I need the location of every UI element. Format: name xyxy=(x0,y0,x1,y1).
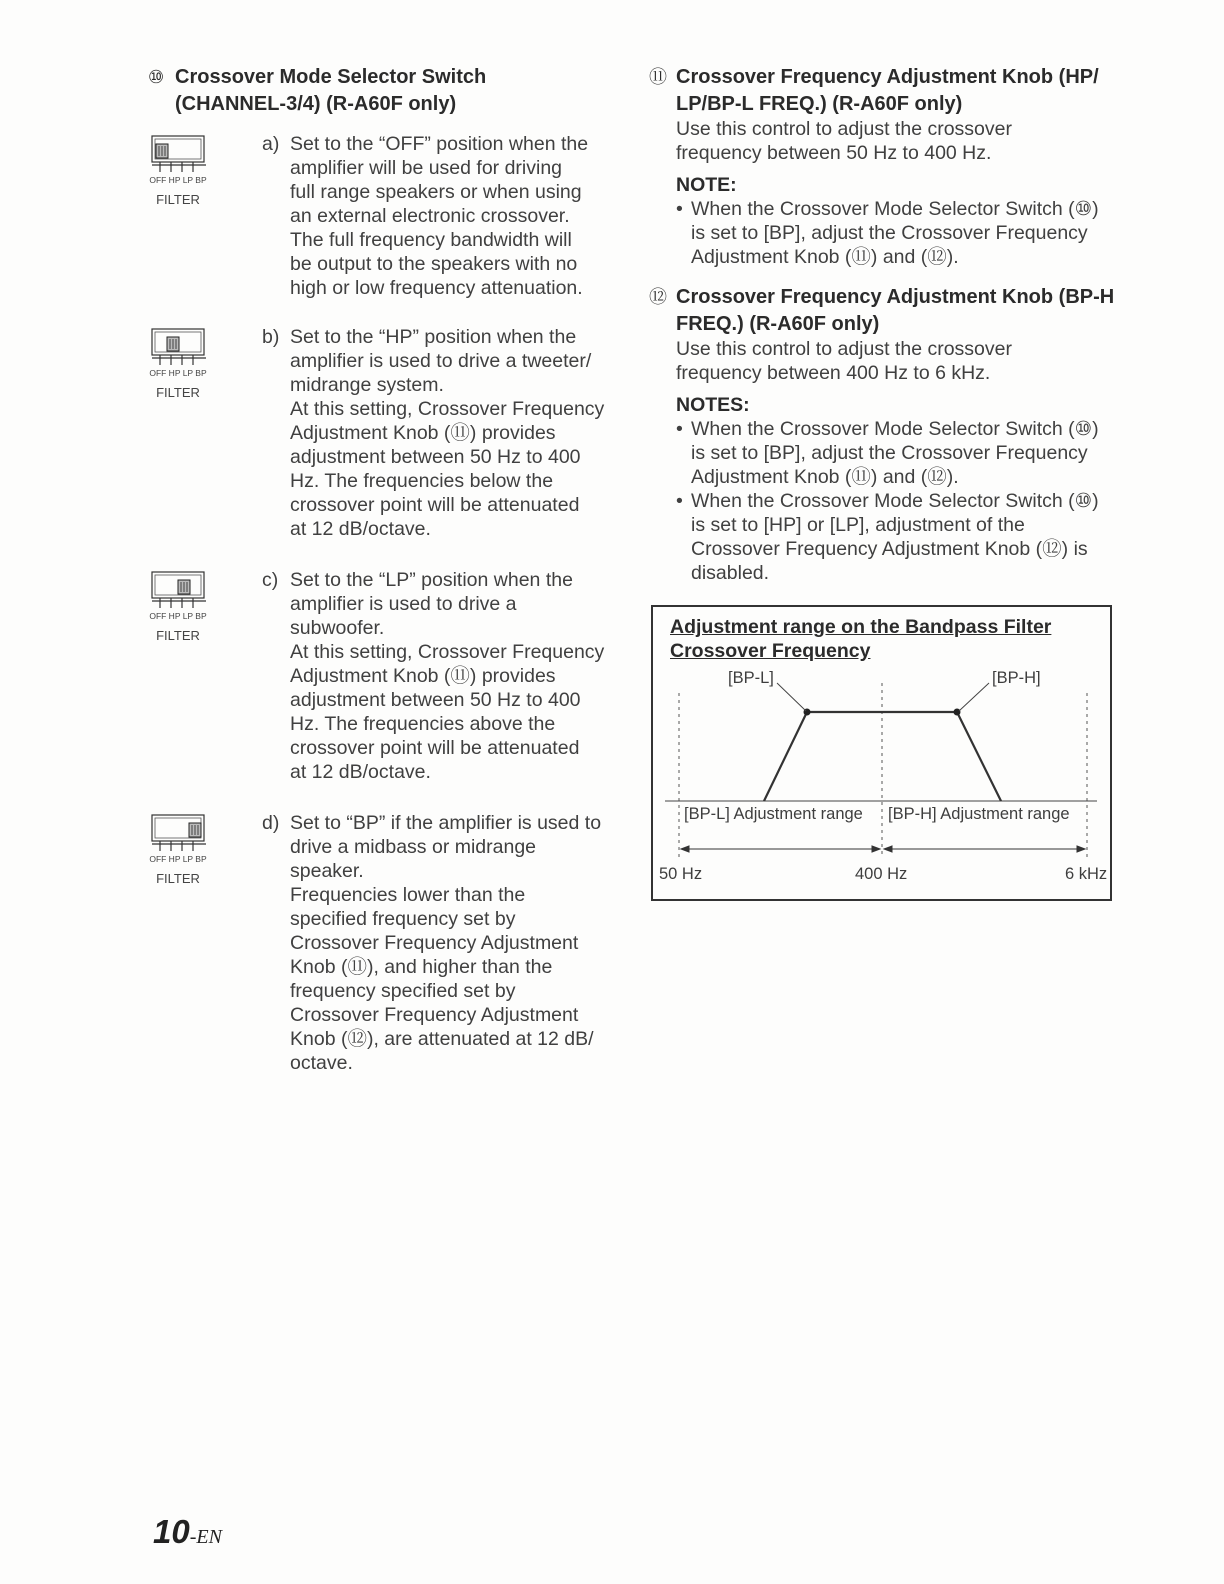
diagram-title-line-1: Adjustment range on the Bandpass Filter xyxy=(670,616,1052,638)
item-a-line: high or low frequency attenuation. xyxy=(290,277,583,299)
item-b-line: adjustment between 50 Hz to 400 xyxy=(290,446,581,468)
switch-figure-hp xyxy=(142,325,214,400)
item-b-line: Adjustment Knob (⑪) provides xyxy=(290,422,556,444)
bullet-dot: • xyxy=(676,418,683,440)
section-12-notes-title: NOTES: xyxy=(676,394,750,416)
item-c-letter: c) xyxy=(262,569,279,591)
item-c-line: Adjustment Knob (⑪) provides xyxy=(290,665,556,687)
item-d-line: Crossover Frequency Adjustment xyxy=(290,932,579,954)
filter-switch-icon xyxy=(142,325,214,381)
item-c-text xyxy=(290,568,604,784)
bp-l-label: [BP-L] xyxy=(728,669,774,687)
item-c-line: Hz. The frequencies above the xyxy=(290,713,556,735)
item-c-line: adjustment between 50 Hz to 400 xyxy=(290,689,581,711)
filter-label: FILTER xyxy=(156,871,200,886)
item-a-text xyxy=(290,132,588,300)
freq-400hz-label: 400 Hz xyxy=(855,865,908,883)
freq-6khz-label: 6 kHz xyxy=(1065,865,1108,883)
item-b-line: at 12 dB/octave. xyxy=(290,518,431,540)
item-b-line: Set to the “HP” position when the xyxy=(290,326,577,348)
item-b-line: At this setting, Crossover Frequency xyxy=(290,398,605,420)
section-11-note-title: NOTE: xyxy=(676,174,737,196)
section-12-bullet-1 xyxy=(676,417,1099,489)
page-number xyxy=(153,1513,222,1551)
filter-switch-icon xyxy=(142,132,214,188)
bp-l-range-arrow-left xyxy=(681,846,689,852)
section-11-title-line-2: LP/BP-L FREQ.) (R-A60F only) xyxy=(676,93,963,115)
item-b-line: crossover point will be attenuated xyxy=(290,494,580,516)
section-11-number: ⑪ xyxy=(649,67,667,87)
section-11-body-line: Use this control to adjust the crossover xyxy=(676,118,1012,140)
section-12-title-line-2: FREQ.) (R-A60F only) xyxy=(676,313,880,335)
item-d-line: Set to “BP” if the amplifier is used to xyxy=(290,812,602,834)
item-a-line: The full frequency bandwidth will xyxy=(290,229,572,251)
bullet-line: When the Crossover Mode Selector Switch (⑩) xyxy=(691,490,1099,512)
item-a-line: Set to the “OFF” position when the xyxy=(290,133,589,155)
item-d-line: Knob (⑫), are attenuated at 12 dB/ xyxy=(290,1028,594,1050)
section-11-body xyxy=(676,117,1012,165)
section-10-number: ⑩ xyxy=(148,67,165,87)
item-d-line: drive a midbass or midrange xyxy=(290,836,537,858)
filter-label: FILTER xyxy=(156,628,200,643)
item-d-line: frequency specified set by xyxy=(290,980,516,1002)
bp-h-pointer xyxy=(959,683,989,711)
section-10-title-line-1: Crossover Mode Selector Switch xyxy=(175,66,487,88)
filter-label: FILTER xyxy=(156,192,200,207)
bullet-line: When the Crossover Mode Selector Switch (⑩) xyxy=(691,418,1099,440)
filter-switch-icon xyxy=(142,811,214,867)
item-d-line: Crossover Frequency Adjustment xyxy=(290,1004,579,1026)
bp-l-range-label: [BP-L] Adjustment range xyxy=(684,805,863,823)
section-12-body-line: Use this control to adjust the crossover xyxy=(676,338,1012,360)
switch-figure-lp xyxy=(142,568,214,643)
section-12-body xyxy=(676,337,1012,385)
bp-l-pointer xyxy=(777,683,806,711)
item-b-line: Hz. The frequencies below the xyxy=(290,470,554,492)
bp-l-range-arrow-right xyxy=(872,846,880,852)
diagram-title-line-2: Crossover Frequency xyxy=(670,640,871,662)
item-d-line: specified frequency set by xyxy=(290,908,516,930)
item-a-line: be output to the speakers with no xyxy=(290,253,578,275)
switch-positions-label: OFF HP LP BP xyxy=(149,368,207,378)
item-d-text xyxy=(290,811,601,1075)
filter-label: FILTER xyxy=(156,385,200,400)
section-10-title-line-2: (CHANNEL-3/4) (R-A60F only) xyxy=(175,93,457,115)
item-b-letter: b) xyxy=(262,326,280,348)
item-d-line: Knob (⑪), and higher than the xyxy=(290,956,553,978)
switch-positions-label: OFF HP LP BP xyxy=(149,611,207,621)
bp-h-range-label: [BP-H] Adjustment range xyxy=(888,805,1070,823)
item-c-line: at 12 dB/octave. xyxy=(290,761,431,783)
freq-50hz-label: 50 Hz xyxy=(659,865,703,883)
item-b-line: amplifier is used to drive a tweeter/ xyxy=(290,350,592,372)
page-number-value: 10 xyxy=(153,1513,190,1550)
item-c-line: At this setting, Crossover Frequency xyxy=(290,641,605,663)
item-c-line: crossover point will be attenuated xyxy=(290,737,580,759)
item-a-letter: a) xyxy=(262,133,280,155)
section-12-body-line: frequency between 400 Hz to 6 kHz. xyxy=(676,362,991,384)
section-11-heading xyxy=(649,64,1099,118)
item-c-line: subwoofer. xyxy=(290,617,385,639)
item-b-text xyxy=(290,325,604,541)
item-d-line: speaker. xyxy=(290,860,364,882)
bandpass-diagram-graphic xyxy=(653,607,1110,899)
switch-positions-label: OFF HP LP BP xyxy=(149,854,207,864)
section-11-body-line: frequency between 50 Hz to 400 Hz. xyxy=(676,142,992,164)
page-number-suffix: -EN xyxy=(189,1526,222,1548)
bp-h-range-arrow-right xyxy=(1077,846,1085,852)
item-c-line: amplifier is used to drive a xyxy=(290,593,517,615)
bp-h-corner-point xyxy=(954,709,961,716)
switch-positions-label: OFF HP LP BP xyxy=(149,175,207,185)
bp-h-label: [BP-H] xyxy=(992,669,1041,687)
bp-h-range-arrow-left xyxy=(884,846,892,852)
bullet-line: is set to [HP] or [LP], adjustment of the xyxy=(691,514,1025,536)
section-12-bullet-2 xyxy=(676,489,1099,585)
item-a-line: full range speakers or when using xyxy=(290,181,582,203)
bullet-line: Crossover Frequency Adjustment Knob (⑫) is xyxy=(691,538,1088,560)
bullet-dot: • xyxy=(676,198,683,220)
item-b-line: midrange system. xyxy=(290,374,444,396)
bullet-line: is set to [BP], adjust the Crossover Frequency xyxy=(691,222,1088,244)
bullet-line: Adjustment Knob (⑪) and (⑫). xyxy=(691,466,959,488)
item-d-line: octave. xyxy=(290,1052,353,1074)
item-c-line: Set to the “LP” position when the xyxy=(290,569,573,591)
bullet-line: is set to [BP], adjust the Crossover Frequency xyxy=(691,442,1088,464)
bullet-line: disabled. xyxy=(691,562,770,584)
section-10-heading xyxy=(148,64,487,118)
item-d-letter: d) xyxy=(262,812,280,834)
item-a-line: an external electronic crossover. xyxy=(290,205,570,227)
switch-figure-bp xyxy=(142,811,214,886)
item-a-line: amplifier will be used for driving xyxy=(290,157,563,179)
section-11-bullet xyxy=(676,197,1099,269)
section-12-number: ⑫ xyxy=(649,287,667,307)
section-12-heading xyxy=(649,284,1115,338)
section-11-title-line-1: Crossover Frequency Adjustment Knob (HP/ xyxy=(676,66,1099,88)
filter-switch-icon xyxy=(142,568,214,624)
section-12-title-line-1: Crossover Frequency Adjustment Knob (BP-H xyxy=(676,286,1115,308)
bullet-line: When the Crossover Mode Selector Switch (⑩) xyxy=(691,198,1099,220)
bandpass-diagram-box xyxy=(651,605,1112,901)
bullet-line: Adjustment Knob (⑪) and (⑫). xyxy=(691,246,959,268)
item-d-line: Frequencies lower than the xyxy=(290,884,526,906)
bullet-dot: • xyxy=(676,490,683,512)
switch-figure-off xyxy=(142,132,214,207)
